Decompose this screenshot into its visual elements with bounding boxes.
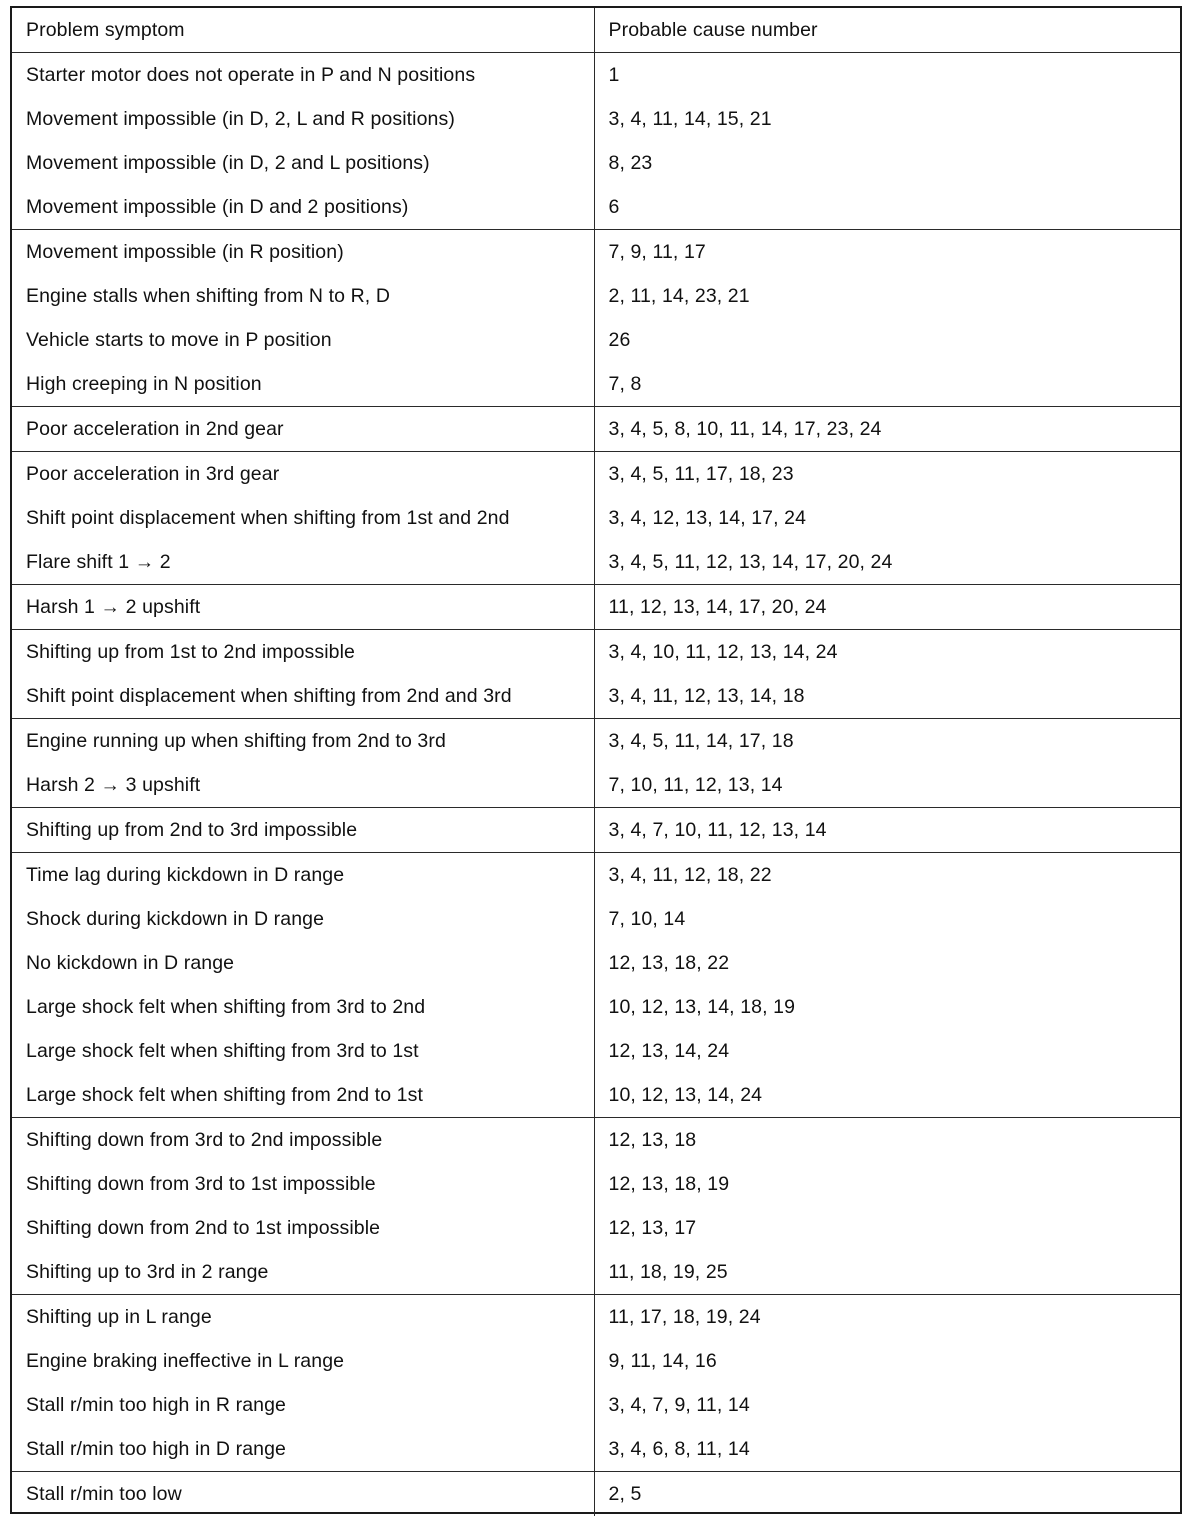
header-probable-cause: Probable cause number	[594, 8, 1180, 53]
symptom-cell: Movement impossible (in R position)	[12, 230, 594, 275]
symptom-cell: Engine stalls when shifting from N to R, D	[12, 274, 594, 318]
cause-cell: 9, 11, 14, 16	[608, 1349, 717, 1372]
symptom-cell: Shifting down from 3rd to 2nd impossible	[12, 1118, 594, 1163]
table-row	[12, 985, 1180, 1029]
symptom-cell: Movement impossible (in D, 2 and L positions)	[12, 141, 594, 185]
cause-cell: 3, 4, 7, 10, 11, 12, 13, 14	[594, 808, 1180, 853]
symptom-cell: Movement impossible (in D and 2 positions)	[12, 185, 594, 230]
cause-cell: 3, 4, 5, 11, 14, 17, 18	[594, 719, 1180, 764]
table-row	[12, 185, 1180, 230]
table-row	[12, 585, 1180, 630]
table-row	[12, 230, 1180, 275]
table-row	[12, 1472, 1180, 1517]
table-row	[12, 274, 1180, 318]
symptom-cell: Vehicle starts to move in P position	[12, 318, 594, 362]
table-row	[12, 1073, 1180, 1118]
symptom-cell: Engine braking ineffective in L range	[12, 1339, 594, 1383]
symptom-cell: Poor acceleration in 3rd gear	[12, 452, 594, 497]
symptom-cell: Poor acceleration in 2nd gear	[12, 407, 594, 452]
symptom-cell: Shifting up to 3rd in 2 range	[12, 1250, 594, 1295]
symptom-cell: Large shock felt when shifting from 3rd to 2nd	[12, 985, 594, 1029]
table-row	[12, 897, 1180, 941]
cause-cell: 2, 11, 14, 23, 21	[608, 284, 750, 307]
cause-cell: 7, 8	[608, 372, 642, 395]
troubleshooting-table	[12, 8, 1180, 1516]
table-row	[12, 1029, 1180, 1073]
table-row	[12, 1250, 1180, 1295]
table-row	[12, 630, 1180, 675]
cause-cell: 7, 9, 11, 17	[594, 230, 1180, 275]
cause-cell: 6	[608, 195, 620, 218]
cause-cell: 3, 4, 6, 8, 11, 14	[608, 1437, 750, 1460]
cause-cell: 12, 13, 17	[608, 1216, 697, 1239]
symptom-cell: Shift point displacement when shifting from 1st and 2nd	[12, 496, 594, 540]
cause-cell: 26	[608, 328, 631, 351]
symptom-cell: Stall r/min too high in D range	[12, 1427, 594, 1472]
table-row	[12, 853, 1180, 898]
symptom-cell: Stall r/min too low	[12, 1472, 594, 1517]
symptom-cell: Movement impossible (in D, 2, L and R positions)	[12, 97, 594, 141]
cause-cell: 10, 12, 13, 14, 18, 19	[608, 995, 796, 1018]
table-row	[12, 362, 1180, 407]
table-row	[12, 141, 1180, 185]
table-row	[12, 808, 1180, 853]
symptom-cell: Harsh 1 → 2 upshift	[12, 585, 594, 630]
symptom-cell: Shifting up from 2nd to 3rd impossible	[12, 808, 594, 853]
table-row	[12, 1383, 1180, 1427]
cause-cell: 3, 4, 5, 11, 17, 18, 23	[594, 452, 1180, 497]
symptom-cell: Shifting up from 1st to 2nd impossible	[12, 630, 594, 675]
table-row	[12, 719, 1180, 764]
table-row	[12, 1295, 1180, 1340]
table-row	[12, 540, 1180, 585]
cause-cell: 3, 4, 10, 11, 12, 13, 14, 24	[594, 630, 1180, 675]
table-row	[12, 318, 1180, 362]
table-row	[12, 496, 1180, 540]
table-row	[12, 407, 1180, 452]
cause-cell: 8, 23	[608, 151, 653, 174]
cause-cell: 3, 4, 11, 12, 13, 14, 18	[608, 684, 805, 707]
symptom-cell: Shifting down from 2nd to 1st impossible	[12, 1206, 594, 1250]
cause-cell: 3, 4, 11, 14, 15, 21	[608, 107, 772, 130]
cause-cell: 11, 17, 18, 19, 24	[594, 1295, 1180, 1340]
symptom-cell: Shock during kickdown in D range	[12, 897, 594, 941]
table-row	[12, 1206, 1180, 1250]
symptom-cell: Harsh 2 → 3 upshift	[12, 763, 594, 808]
table-row	[12, 1427, 1180, 1472]
symptom-cell: Time lag during kickdown in D range	[12, 853, 594, 898]
troubleshooting-table-frame	[10, 6, 1182, 1514]
cause-cell: 11, 12, 13, 14, 17, 20, 24	[594, 585, 1180, 630]
table-header-row	[12, 8, 1180, 53]
symptom-cell: Starter motor does not operate in P and N positions	[12, 53, 594, 98]
cause-cell: 11, 18, 19, 25	[608, 1260, 728, 1283]
table-row	[12, 53, 1180, 98]
cause-cell: 12, 13, 18	[594, 1118, 1180, 1163]
cause-cell: 3, 4, 11, 12, 18, 22	[594, 853, 1180, 898]
symptom-cell: Shift point displacement when shifting from 2nd and 3rd	[12, 674, 594, 719]
table-row	[12, 1162, 1180, 1206]
cause-cell: 7, 10, 14	[608, 907, 686, 930]
cause-cell: 1	[608, 63, 620, 86]
cause-cell: 3, 4, 5, 8, 10, 11, 14, 17, 23, 24	[594, 407, 1180, 452]
cause-cell: 12, 13, 18, 19	[608, 1172, 730, 1195]
symptom-cell: High creeping in N position	[12, 362, 594, 407]
symptom-cell: Stall r/min too high in R range	[12, 1383, 594, 1427]
symptom-cell: Flare shift 1 → 2	[12, 540, 594, 585]
symptom-cell: Large shock felt when shifting from 2nd to 1st	[12, 1073, 594, 1118]
cause-cell: 7, 10, 11, 12, 13, 14	[608, 773, 783, 796]
table-row	[12, 1339, 1180, 1383]
cause-cell: 3, 4, 12, 13, 14, 17, 24	[608, 506, 807, 529]
symptom-cell: Large shock felt when shifting from 3rd to 1st	[12, 1029, 594, 1073]
table-row	[12, 763, 1180, 808]
cause-cell: 12, 13, 14, 24	[608, 1039, 730, 1062]
symptom-cell: No kickdown in D range	[12, 941, 594, 985]
symptom-cell: Engine running up when shifting from 2nd to 3rd	[12, 719, 594, 764]
cause-cell: 10, 12, 13, 14, 24	[608, 1083, 763, 1106]
symptom-cell: Shifting up in L range	[12, 1295, 594, 1340]
table-row	[12, 674, 1180, 719]
symptom-cell: Shifting down from 3rd to 1st impossible	[12, 1162, 594, 1206]
header-problem-symptom: Problem symptom	[12, 8, 594, 53]
cause-cell: 12, 13, 18, 22	[608, 951, 730, 974]
cause-cell: 2, 5	[594, 1472, 1180, 1517]
cause-cell: 3, 4, 5, 11, 12, 13, 14, 17, 20, 24	[608, 550, 893, 573]
table-row	[12, 1118, 1180, 1163]
table-row	[12, 452, 1180, 497]
cause-cell: 3, 4, 7, 9, 11, 14	[608, 1393, 750, 1416]
table-row	[12, 97, 1180, 141]
table-row	[12, 941, 1180, 985]
